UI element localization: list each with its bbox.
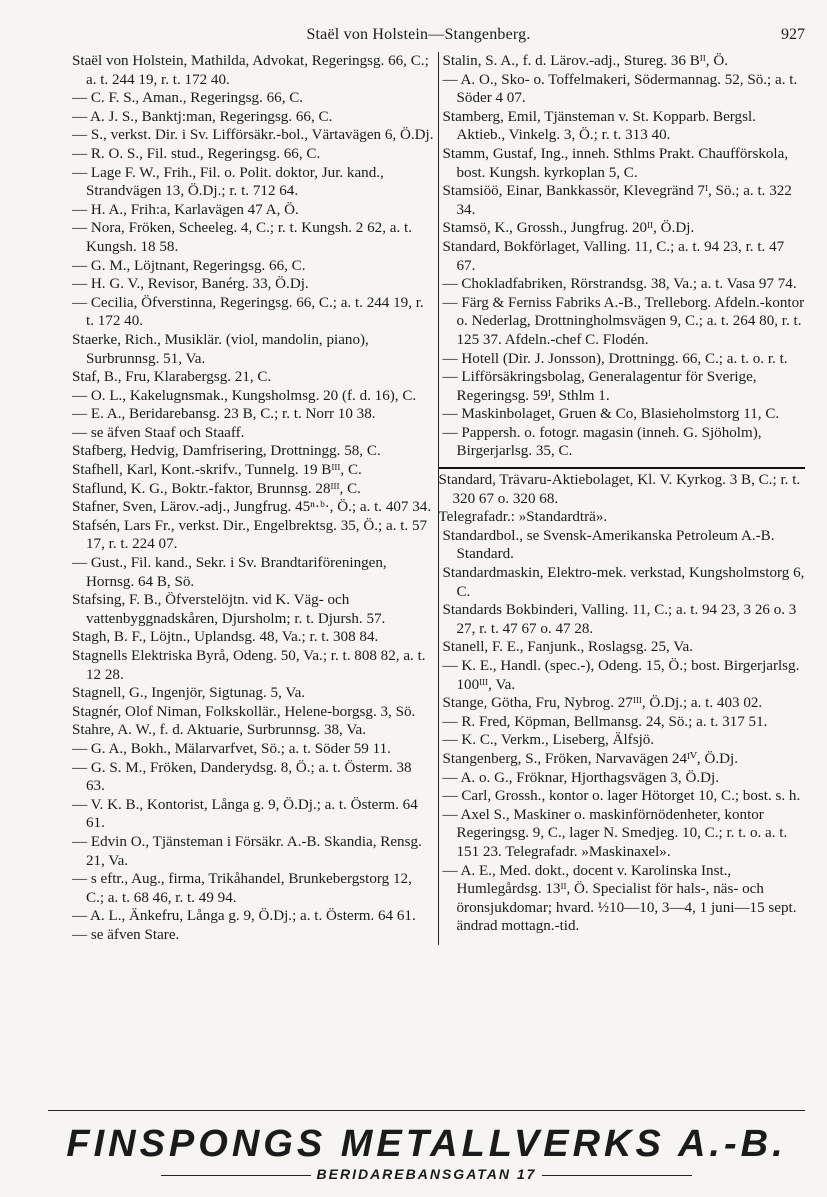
directory-entry: Stamsö, K., Grossh., Jungfrug. 20ᴵᴵ, Ö.Dj. (442, 220, 695, 237)
directory-entry: Telegrafadr.: »Standardträ». (438, 509, 608, 526)
right-column (439, 52, 806, 945)
directory-entry: — O. L., Kakelugnsmak., Kungsholmsg. 20 (f. d. 16), C. (72, 387, 417, 404)
directory-entry: Standardmaskin, Elektro-mek. verkstad, Kungsholmstorg 6, C. (442, 565, 805, 600)
directory-entry: — Lifförsäkringsbolag, Generalagentur för Sverige, Regeringsg. 59ᴵ, Sthlm 1. (442, 369, 757, 404)
directory-entry: Staflund, K. G., Boktr.-faktor, Brunnsg. 28ᴵᴵᴵ, C. (72, 480, 361, 497)
directory-entry: — A. L., Änkefru, Långa g. 9, Ö.Dj.; a. t. Österm. 64 61. (72, 908, 416, 925)
directory-entry: — Pappersh. o. fotogr. magasin (inneh. G. Sjöholm), Birgerjarlsg. 35, C. (442, 424, 762, 460)
directory-entry: — R. Fred, Köpman, Bellmansg. 24, Sö.; a. t. 317 51. (442, 713, 768, 730)
divider (542, 1175, 692, 1176)
directory-entry: — Chokladfabriken, Rörstrandsg. 38, Va.; a. t. Vasa 97 74. (442, 276, 797, 293)
columns (72, 52, 805, 945)
right-entries-b (443, 527, 806, 936)
directory-entry: Stahre, A. W., f. d. Aktuarie, Surbrunnsg. 38, Va. (72, 722, 367, 739)
advert-address: BERIDAREBANSGATAN 17 (316, 1166, 537, 1182)
directory-entry: — se äfven Stare. (72, 926, 180, 943)
directory-entry: — Gust., Fil. kand., Sekr. i Sv. Brandtariföreningen, Hornsg. 64 B, Sö. (72, 555, 387, 590)
directory-entry: Standard, Bokförlaget, Valling. 11, C.; a. t. 94 23, r. t. 47 67. (442, 238, 785, 274)
directory-entry: Stafner, Sven, Lärov.-adj., Jungfrug. 45ⁿ·ᵇ·, Ö.; a. t. 407 34. (72, 499, 432, 516)
directory-entry: Standardbol., se Svensk-Amerikanska Petroleum A.-B. Standard. (442, 527, 775, 563)
finspong-advertisement (48, 1110, 805, 1190)
directory-entry: — E. A., Beridarebansg. 23 B, C.; r. t. Norr 10 38. (72, 406, 376, 423)
directory-entry: — G. M., Löjtnant, Regeringsg. 66, C. (72, 257, 306, 274)
directory-entry: — Cecilia, Öfverstinna, Regeringsg. 66, C.; a. t. 244 19, r. t. 172 40. (72, 294, 424, 330)
directory-entry: Stamm, Gustaf, Ing., inneh. Sthlms Prakt. Chaufförskola, bost. Kungsh. kyrkoplan 5, C. (442, 145, 789, 181)
directory-entry: Stafhell, Karl, Kont.-skrifv., Tunnelg. 19 Bᴵᴵᴵ, C. (72, 462, 362, 479)
directory-entry: — A. E., Med. dokt., docent v. Karolinska Inst., Humlegårdsg. 13ᴵᴵ, Ö. Specialist för hals-, näs- och öronsjukdomar; hvard. ½10—10, 3—4, 1 juni—15 sept. ändrad mottagn.-tid. (442, 862, 797, 935)
directory-entry: — A. O., Sko- o. Toffelmakeri, Södermannag. 52, Sö.; a. t. Söder 4 07. (442, 71, 798, 107)
directory-entry: — Nora, Fröken, Scheeleg. 4, C.; r. t. Kungsh. 2 62, a. t. Kungsh. 18 58. (72, 220, 412, 255)
advert-company-name: FINSPONGS METALLVERKS A.-B. (66, 1123, 787, 1165)
directory-entry: Stafberg, Hedvig, Damfrisering, Drottningg. 58, C. (72, 443, 381, 460)
standard-travaru-notice (439, 467, 806, 527)
directory-entry: Standard, Trävaru-Aktiebolaget, Kl. V. Kyrkog. 3 B, C.; r. t. 320 67 o. 320 68. (438, 472, 801, 507)
directory-entry: Stagnells Elektriska Byrå, Odeng. 50, Va.; r. t. 808 82, a. t. 12 28. (72, 648, 426, 683)
directory-entry: Stanell, F. E., Fanjunk., Roslagsg. 25, Va. (442, 639, 693, 656)
page-header (72, 22, 805, 52)
directory-entry: Stangenberg, S., Fröken, Narvavägen 24ᴵⱽ, Ö.Dj. (442, 750, 738, 767)
advert-address-line (48, 1166, 805, 1182)
page-number: 927 (781, 26, 805, 43)
directory-entry: — Lage F. W., Frih., Fil. o. Polit. doktor, Jur. kand., Strandvägen 13, Ö.Dj.; r. t. 712 64. (72, 164, 384, 200)
directory-entry: — Carl, Grossh., kontor o. lager Hötorget 10, C.; bost. s. h. (442, 788, 801, 805)
directory-entry: — s eftr., Aug., firma, Trikåhandel, Brunkebergstorg 12, C.; a. t. 68 46, r. t. 49 94. (72, 871, 412, 906)
divider (161, 1175, 311, 1176)
directory-entry: — Färg & Ferniss Fabriks A.-B., Trelleborg. Afdeln.-kontor o. Nederlag, Drottningholmsvägen 9, C.; a. t. 264 80, r. t. 125 37. Afdeln.-chef C. Flodén. (442, 294, 805, 348)
directory-entry: Stalin, S. A., f. d. Lärov.-adj., Stureg. 36 Bᴵᴵ, Ö. (442, 53, 729, 69)
directory-entry: — A. J. S., Banktj:man, Regeringsg. 66, C. (72, 108, 333, 125)
directory-entry: Stagnér, Olof Niman, Folkskollär., Helene-borgsg. 3, Sö. (72, 703, 416, 720)
directory-entry: Stafsing, F. B., Öfverstelöjtn. vid K. Väg- och vattenbyggnadskåren, Djursholm; r. t. Djursh. 57. (72, 592, 386, 627)
directory-entry: Stafsén, Lars Fr., verkst. Dir., Engelbrektsg. 35, Ö.; a. t. 57 17, r. t. 224 07. (72, 517, 428, 553)
directory-entry: Stamsiöö, Einar, Bankkassör, Klevegränd 7ᴵ, Sö.; a. t. 322 34. (442, 183, 792, 218)
directory-entry: Staerke, Rich., Musiklär. (viol, mandolin, piano), Surbrunnsg. 51, Va. (72, 331, 369, 367)
divider (48, 1110, 805, 1111)
directory-entry: — V. K. B., Kontorist, Långa g. 9, Ö.Dj.; a. t. Österm. 64 61. (72, 796, 418, 832)
directory-entry: — Hotell (Dir. J. Jonsson), Drottningg. 66, C.; a. t. o. r. t. (442, 350, 788, 367)
directory-entry: — K. E., Handl. (spec.-), Odeng. 15, Ö.; bost. Birgerjarlsg. 100ᴵᴵᴵ, Va. (442, 658, 800, 693)
right-entries-a (443, 52, 806, 461)
directory-entry: — Edvin O., Tjänsteman i Försäkr. A.-B. Skandia, Rensg. 21, Va. (72, 833, 422, 869)
directory-entry: — C. F. S., Aman., Regeringsg. 66, C. (72, 90, 304, 107)
left-column (72, 52, 439, 945)
directory-entry: Staf, B., Fru, Klarabergsg. 21, C. (72, 369, 272, 386)
directory-entry: — S., verkst. Dir. i Sv. Lifförsäkr.-bol., Värtavägen 6, Ö.Dj. (72, 127, 434, 144)
directory-entry: — H. A., Frih:a, Karlavägen 47 A, Ö. (72, 201, 299, 218)
directory-entry: Standards Bokbinderi, Valling. 11, C.; a. t. 94 23, 3 26 o. 3 27, r. t. 47 67 o. 47 28. (442, 602, 797, 637)
directory-entry: — se äfven Staaf och Staaff. (72, 424, 245, 441)
directory-entry: Staël von Holstein, Mathilda, Advokat, Regeringsg. 66, C.; a. t. 244 19, r. t. 172 40. (72, 53, 429, 88)
directory-entry: — H. G. V., Revisor, Banérg. 33, Ö.Dj. (72, 276, 309, 293)
directory-entry: — Maskinbolaget, Gruen & Co, Blasieholmstorg 11, C. (442, 406, 780, 423)
directory-entry: Stagh, B. F., Löjtn., Uplandsg. 48, Va.; r. t. 308 84. (72, 629, 379, 646)
directory-entry: — G. S. M., Fröken, Danderydsg. 8, Ö.; a. t. Österm. 38 63. (72, 759, 412, 795)
running-title: Staël von Holstein—Stangenberg. (306, 26, 531, 43)
directory-entry: — Axel S., Maskiner o. maskinförnödenheter, kontor Regeringsg. 9, C., lager N. Smedjeg. 10, C.; r. t. o. a. t. 151 23. Telegrafadr. »Maskinaxel». (442, 806, 788, 860)
directory-entry: — A. o. G., Fröknar, Hjorthagsvägen 3, Ö.Dj. (442, 769, 719, 786)
directory-entry: — R. O. S., Fil. stud., Regeringsg. 66, C. (72, 145, 321, 162)
directory-entry: Stamberg, Emil, Tjänsteman v. St. Kopparb. Bergsl. Aktieb., Vinkelg. 3, Ö.; r. t. 313 40. (442, 108, 756, 144)
directory-entry: — G. A., Bokh., Mälarvarfvet, Sö.; a. t. Söder 59 11. (72, 740, 391, 757)
directory-entry: Stange, Götha, Fru, Nybrog. 27ᴵᴵᴵ, Ö.Dj.; a. t. 403 02. (442, 695, 763, 712)
directory-entry: Stagnell, G., Ingenjör, Sigtunag. 5, Va. (72, 685, 306, 702)
directory-entry: — K. C., Verkm., Liseberg, Älfsjö. (442, 732, 655, 749)
